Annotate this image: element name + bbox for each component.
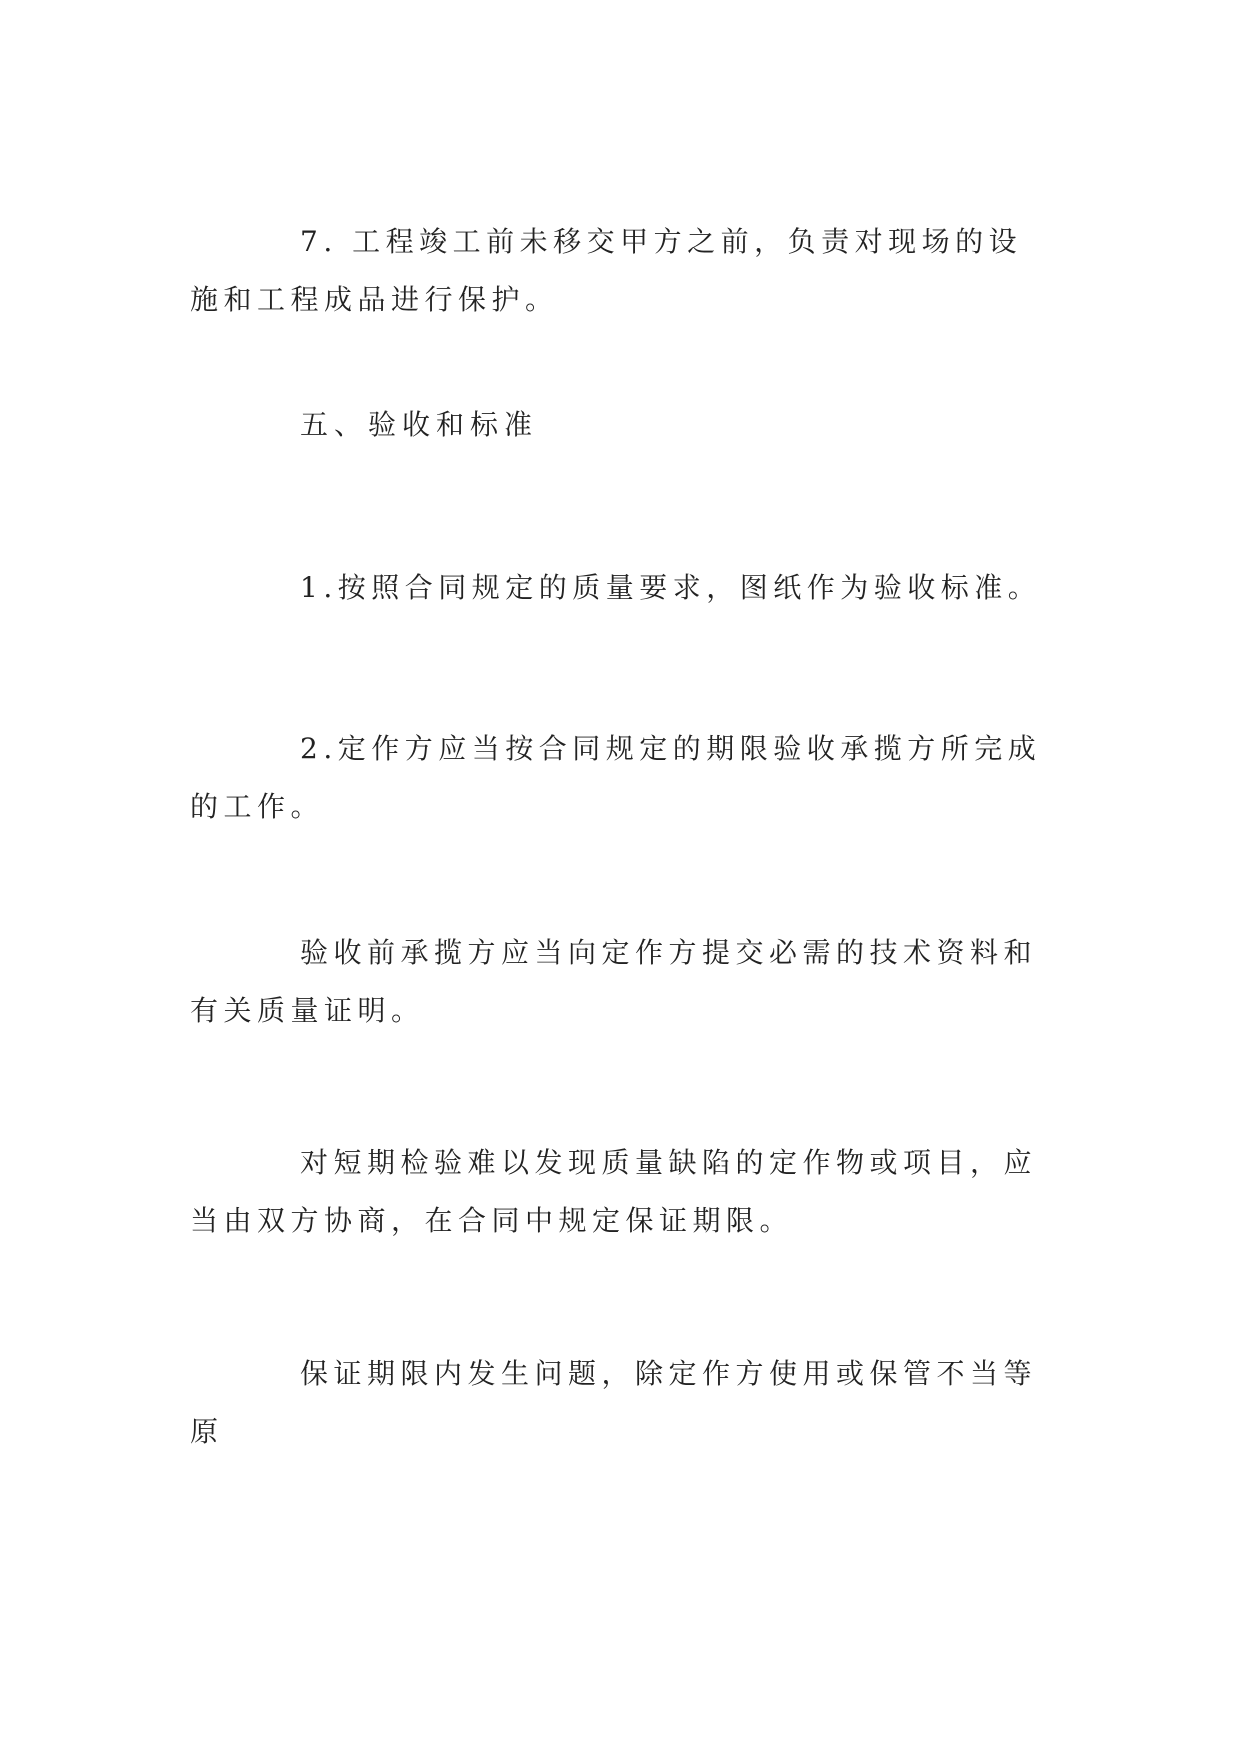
acceptance-item-1: 1.按照合同规定的质量要求，图纸作为验收标准。 xyxy=(300,571,1042,604)
section-heading-acceptance: 五、验收和标准 xyxy=(300,408,539,441)
pre-acceptance-paragraph: 验收前承揽方应当向定作方提交必需的技术资料和有关质量证明。 xyxy=(190,936,1038,1027)
clause-7-paragraph: 7. 工程竣工前未移交甲方之前，负责对现场的设施和工程成品进行保护。 xyxy=(190,225,1023,316)
warranty-issue-paragraph: 保证期限内发生问题，除定作方使用或保管不当等原 xyxy=(190,1357,1038,1448)
warranty-period-paragraph: 对短期检验难以发现质量缺陷的定作物或项目，应当由双方协商，在合同中规定保证期限。 xyxy=(190,1146,1038,1237)
acceptance-item-2: 2.定作方应当按合同规定的期限验收承揽方所完成的工作。 xyxy=(190,732,1042,823)
